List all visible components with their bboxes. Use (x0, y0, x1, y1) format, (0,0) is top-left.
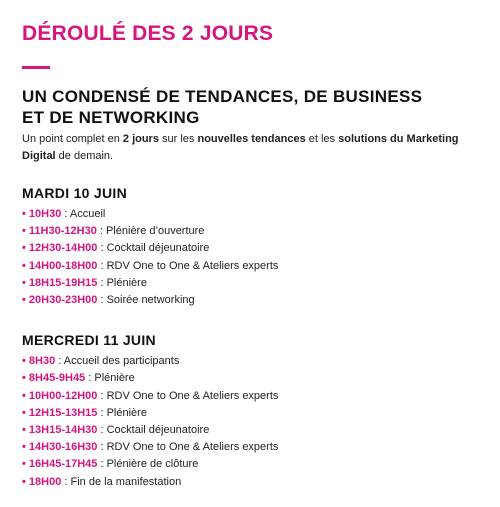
agenda-label: : Cocktail déjeunatoire (97, 424, 210, 437)
agenda-label: : Plénière d’ouverture (96, 225, 205, 238)
title-divider (22, 66, 50, 69)
day-1-title: MARDI 10 JUIN (22, 185, 128, 201)
agenda-time: 12H15-13H15 (28, 406, 98, 419)
bullet-icon: • (22, 372, 29, 385)
agenda-label: : Plénière (85, 372, 135, 385)
agenda-item (22, 456, 492, 473)
agenda-item (22, 206, 492, 223)
bullet-icon: • (22, 259, 29, 272)
agenda-item (22, 275, 492, 292)
agenda-time: 20H30-23H00 (28, 294, 98, 307)
agenda-time: 14H30-16H30 (28, 441, 98, 454)
agenda-time: 11H30-12H30 (28, 225, 97, 238)
day-1-agenda (22, 206, 492, 309)
day-2-title: MERCREDI 11 JUIN (22, 332, 156, 349)
bullet-icon: • (22, 389, 29, 402)
agenda-time: 8H30 (28, 355, 56, 368)
bullet-icon: • (22, 242, 29, 255)
agenda-item (22, 240, 492, 257)
agenda-label: : Soirée networking (97, 294, 195, 307)
intro-text-3: et les (305, 133, 339, 145)
agenda-time: 18H15-19H15 (28, 276, 98, 289)
agenda-label: : Plénière de clôture (97, 458, 199, 471)
intro-text-2: sur les (158, 133, 198, 145)
intro-bold-1: 2 jours (122, 133, 159, 145)
schedule-section (22, 20, 492, 491)
intro-text-4: de demain. (55, 150, 114, 162)
agenda-label: : Fin de la manifestation (61, 475, 182, 488)
agenda-time: 8H45-9H45 (28, 372, 86, 385)
agenda-label: : RDV One to One & Ateliers experts (97, 259, 279, 272)
agenda-item (22, 370, 492, 387)
intro-paragraph (22, 131, 492, 165)
bullet-icon: • (22, 225, 29, 238)
bullet-icon: • (22, 355, 29, 368)
agenda-item (22, 474, 492, 491)
bullet-icon: • (22, 458, 29, 471)
intro-bold-3: solutions du Marketing Digital (22, 133, 459, 162)
agenda-time: 10H00-12H00 (28, 389, 98, 402)
agenda-time: 14H00-18H00 (28, 259, 98, 272)
page-title: DÉROULÉ DES 2 JOURS (22, 22, 274, 45)
bullet-icon: • (22, 441, 29, 454)
subtitle-line-2: ET DE NETWORKING (22, 108, 200, 127)
bullet-icon: • (22, 424, 29, 437)
agenda-label: : Accueil des participants (55, 355, 180, 368)
bullet-icon: • (22, 294, 29, 307)
intro-text-1: Un point complet en (22, 133, 123, 145)
agenda-item (22, 353, 492, 370)
agenda-item (22, 292, 492, 309)
section-subtitle (22, 86, 492, 128)
agenda-item (22, 405, 492, 422)
subtitle-line-1: UN CONDENSÉ DE TENDANCES, DE BUSINESS (22, 87, 423, 106)
agenda-label: : Plénière (97, 276, 147, 289)
intro-bold-2: nouvelles tendances (197, 133, 306, 145)
bullet-icon: • (22, 406, 29, 419)
agenda-time: 13H15-14H30 (28, 424, 98, 437)
agenda-time: 18H00 (28, 475, 62, 488)
bullet-icon: • (22, 475, 29, 488)
agenda-time: 16H45-17H45 (28, 458, 98, 471)
agenda-item (22, 223, 492, 240)
agenda-label: : RDV One to One & Ateliers experts (97, 389, 279, 402)
agenda-label: : RDV One to One & Ateliers experts (97, 441, 279, 454)
bullet-icon: • (22, 276, 29, 289)
day-2-agenda (22, 353, 492, 491)
bullet-icon: • (22, 208, 29, 220)
agenda-label: : Accueil (61, 208, 106, 220)
agenda-item (22, 422, 492, 439)
agenda-item (22, 388, 492, 405)
agenda-time: 12H30-14H00 (28, 242, 98, 255)
agenda-time: 10H30 (28, 208, 62, 220)
agenda-item (22, 258, 492, 275)
agenda-item (22, 439, 492, 456)
agenda-label: : Plénière (97, 406, 147, 419)
agenda-label: : Cocktail déjeunatoire (97, 242, 210, 255)
